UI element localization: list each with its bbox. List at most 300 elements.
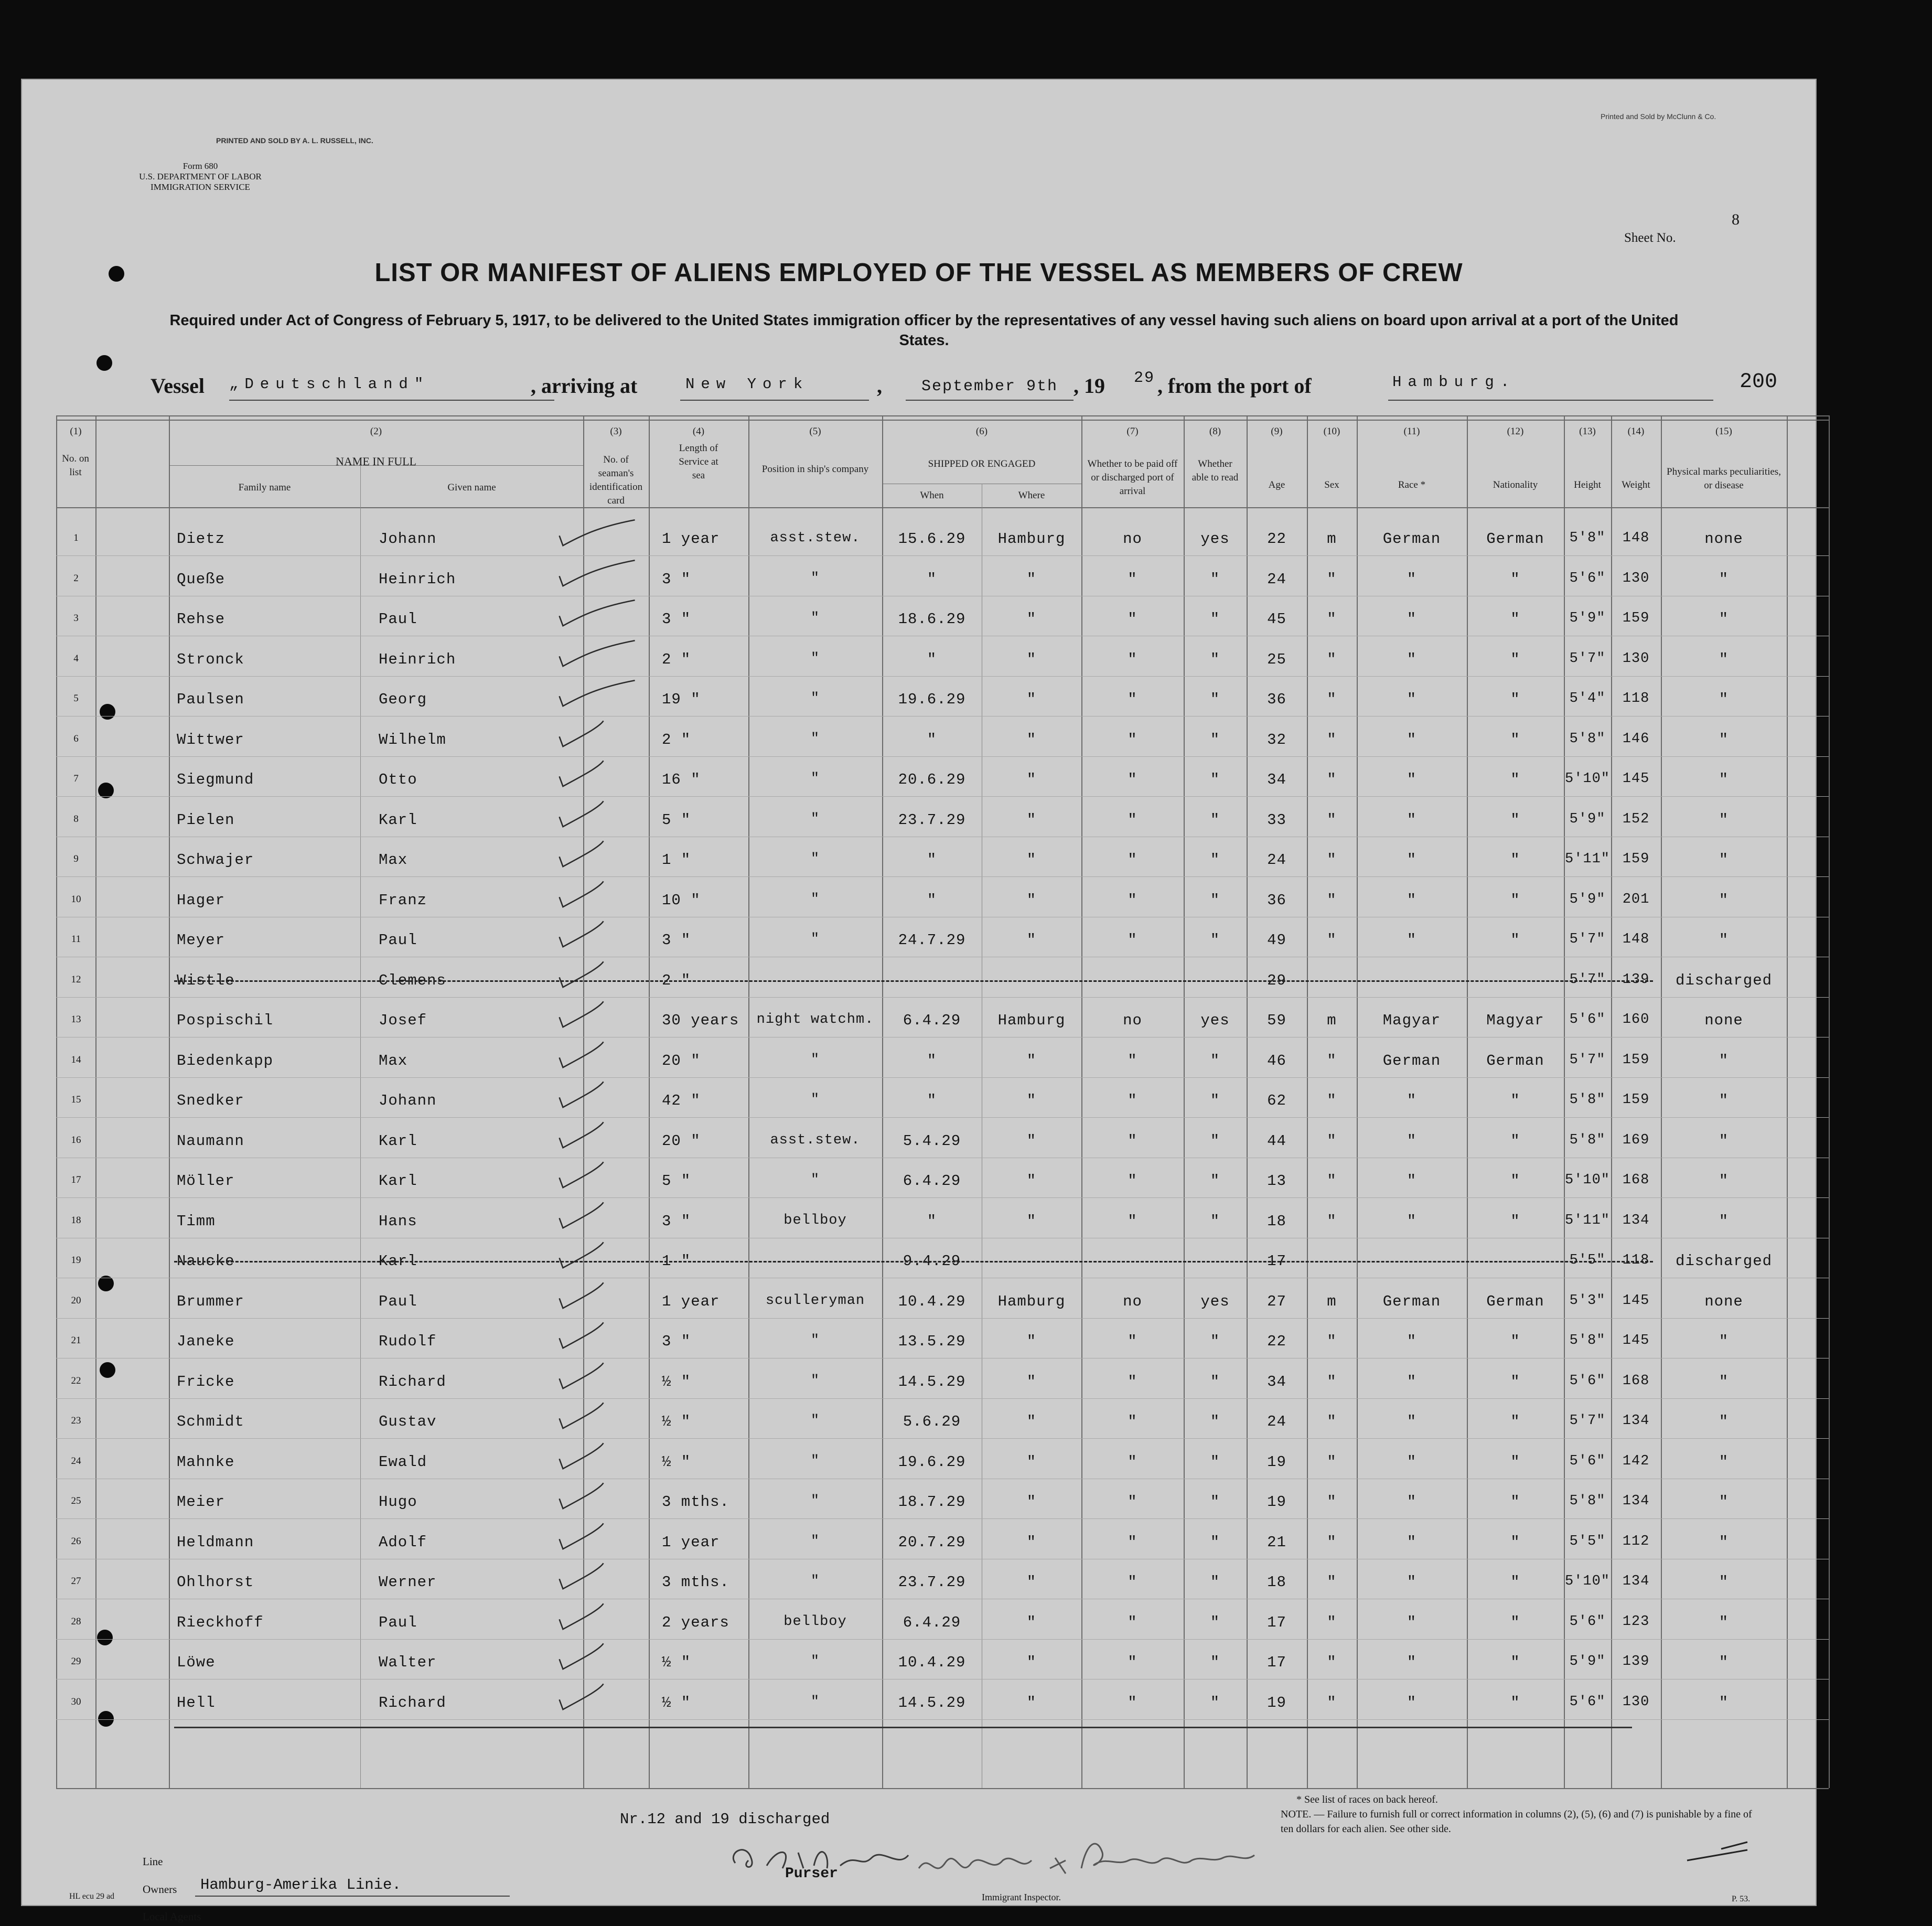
cell-when: 18.7.29 [898,1493,966,1511]
cell-position: " [810,1413,820,1429]
cell-family: Pospischil [177,1012,274,1029]
cell-height: 5'7" [1569,1052,1606,1068]
cell-paid: " [1128,932,1137,949]
cell-height: 5'6" [1569,1613,1606,1630]
cell-race: " [1407,891,1417,909]
cell-race: " [1407,691,1417,708]
cell-where: " [1026,1613,1037,1631]
check-mark [546,1481,651,1512]
cell-age: 46 [1267,1052,1286,1069]
row-number: 5 [73,693,79,704]
cell-paid: " [1128,1132,1137,1150]
cell-height: 5'8" [1569,731,1606,747]
cell-when: " [927,1092,937,1109]
cell-position: " [810,1493,820,1509]
cell-age: 18 [1267,1212,1286,1230]
cell-height: 5'6" [1569,570,1606,586]
cell-where: " [1026,570,1037,588]
col-header-name: NAME IN FULL [336,455,416,468]
cell-sex: " [1327,1132,1337,1150]
cell-position: bellboy [783,1613,847,1630]
cell-read: " [1210,1132,1220,1150]
cell-where: " [1026,1413,1037,1430]
cell-race: " [1407,811,1417,829]
cell-given: Karl [379,1132,417,1150]
cell-where: " [1026,691,1037,708]
port-of-departure: Hamburg. [1392,373,1516,391]
check-mark [546,1400,651,1432]
cell-race: German [1382,530,1441,548]
printer-imprint-right: Printed and Sold by McClunn & Co. [1601,112,1716,121]
cell-where: " [1026,731,1037,748]
cell-nat: " [1510,1574,1520,1591]
cell-given: Hugo [379,1493,417,1511]
cell-where: " [1026,891,1037,909]
cell-given: Karl [379,811,417,829]
cell-given: Walter [379,1654,437,1671]
cell-nat: " [1510,1453,1520,1471]
cell-family: Schwajer [177,851,254,869]
cell-given: Ewald [379,1453,427,1471]
cell-service: 2 years [662,1613,729,1631]
row-rule [56,1197,1829,1198]
cell-height: 5'7" [1569,932,1606,947]
cell-paid: " [1128,1613,1137,1631]
row-number: 19 [71,1255,81,1266]
cell-marks: " [1719,691,1729,708]
cell-given: Georg [379,691,427,708]
cell-sex: " [1327,1052,1337,1069]
check-mark [546,1441,651,1472]
cell-given: Otto [379,771,417,788]
cell-marks: " [1719,611,1729,628]
cell-weight: 146 [1622,731,1650,747]
cell-family: Meyer [177,932,226,949]
cell-where: " [1026,1373,1037,1390]
cell-paid: " [1128,650,1137,668]
col-header-age: Age [1268,479,1285,490]
cell-given: Richard [379,1373,446,1390]
col-header-position: Position in ship's company [761,464,869,475]
row-rule [56,796,1829,797]
cell-position: " [810,1654,820,1670]
cell-nat: " [1510,731,1520,748]
penalty-note: NOTE. — Failure to furnish full or correct information in columns (2), (5), (6) and (7) is punishable by a fine of ten dollars for each alien. See other side. [1281,1809,1752,1835]
strike-through-line [174,1261,1653,1262]
cell-race: " [1407,851,1417,869]
cell-when: " [927,650,937,668]
cell-service: ½ " [662,1694,691,1711]
cell-where: " [1026,851,1037,869]
cell-age: 34 [1267,771,1286,788]
punch-hole [100,704,115,720]
cell-where: " [1026,650,1037,668]
cell-sex: " [1327,1373,1337,1390]
cell-sex: " [1327,932,1337,949]
cell-paid: no [1123,1012,1142,1029]
cell-race: " [1407,771,1417,788]
cell-weight: 118 [1622,1253,1650,1268]
cell-position: bellboy [783,1212,847,1228]
page-code: P. 53. [1732,1895,1751,1903]
cell-weight: 169 [1622,1132,1650,1148]
cell-nat: " [1510,1493,1520,1511]
row-number: 21 [71,1335,81,1346]
cell-when: 20.6.29 [898,771,966,788]
cell-marks: " [1719,1453,1729,1471]
cell-weight: 134 [1622,1212,1650,1228]
col-header-given-name: Given name [447,482,496,493]
cell-given: Heinrich [379,650,456,668]
owners-value: Hamburg-Amerika Linie. [200,1876,401,1893]
cell-weight: 168 [1622,1172,1650,1188]
cell-read: " [1210,1212,1220,1230]
cell-service: 3 " [662,1212,691,1230]
check-mark [546,719,651,750]
cell-race: " [1407,570,1417,588]
discharged-note: Nr.12 and 19 discharged [620,1811,830,1828]
cell-weight: 134 [1622,1493,1650,1509]
arrival-date: September 9th [921,378,1058,395]
cell-given: Clemens [379,971,446,989]
row-rule [56,1719,1829,1720]
cell-age: 36 [1267,691,1286,708]
cell-sex: m [1327,1012,1337,1029]
cell-paid: " [1128,1493,1137,1511]
cell-height: 5'6" [1569,1694,1606,1710]
cell-when: 20.7.29 [898,1533,966,1551]
cell-read: " [1210,1493,1220,1511]
cell-given: Johann [379,1092,437,1109]
cell-age: 19 [1267,1453,1286,1471]
comma: , [877,374,882,398]
cell-when: 14.5.29 [898,1694,966,1711]
col-header-height: Height [1574,479,1601,490]
cell-weight: 130 [1622,650,1650,667]
cell-family: Naumann [177,1132,244,1150]
cell-service: 2 " [662,731,691,748]
cell-paid: " [1128,851,1137,869]
check-mark [546,1120,651,1151]
row-number: 20 [71,1294,81,1306]
punch-hole [100,1362,115,1378]
cell-service: 20 " [662,1052,701,1069]
cell-age: 19 [1267,1493,1286,1511]
row-number: 3 [73,613,79,624]
cell-weight: 139 [1622,971,1650,988]
vessel-line [151,369,1829,405]
cell-position: " [810,771,820,787]
cell-nat: " [1510,932,1520,949]
check-mark [546,638,651,670]
crew-count: 200 [1740,370,1778,394]
row-number: 23 [71,1415,81,1426]
cell-age: 19 [1267,1694,1286,1711]
check-mark [546,678,651,710]
cell-nat: " [1510,691,1520,708]
cell-service: 1 year [662,530,720,548]
cell-when: " [927,891,937,909]
cell-read: yes [1200,530,1230,548]
cell-weight: 160 [1622,1012,1650,1028]
cell-paid: no [1123,530,1142,548]
row-rule [56,1117,1829,1118]
check-mark [546,1641,651,1673]
cell-family: Dietz [177,530,226,548]
cell-read: " [1210,691,1220,708]
row-rule [56,1398,1829,1399]
cell-family: Rieckhoff [177,1613,264,1631]
col-header-physical-marks: Physical marks peculiarities, or disease [1667,466,1781,491]
cell-sex: " [1327,1654,1337,1671]
cell-position: sculleryman [765,1292,865,1309]
cell-service: ½ " [662,1413,691,1430]
page-title: LIST OR MANIFEST OF ALIENS EMPLOYED OF THE VESSEL AS MEMBERS OF CREW [374,259,1463,287]
row-number: 22 [71,1375,81,1386]
check-mark [546,999,651,1031]
cell-marks: " [1719,1613,1729,1631]
cell-marks: " [1719,1493,1729,1511]
cell-height: 5'5" [1569,1533,1606,1549]
row-number: 27 [71,1576,81,1587]
cell-height: 5'10" [1564,1172,1610,1188]
sheet-number: 8 [1732,211,1740,228]
cell-when: 6.4.29 [903,1172,961,1190]
cell-nat: " [1510,891,1520,909]
cell-nat: " [1510,1694,1520,1711]
cell-family: Queße [177,570,226,588]
cell-weight: 118 [1622,691,1650,707]
page-subtitle: Required under Act of Congress of February 5, 1917, to be delivered to the United States immigration officer by the representatives of any vessel having such aliens on board upon arrival at a port of the United States. [169,312,1679,349]
row-number: 14 [71,1054,81,1065]
cell-family: Schmidt [177,1413,244,1430]
cell-sex: " [1327,1493,1337,1511]
cell-race: " [1407,1453,1417,1471]
cell-paid: " [1128,1574,1137,1591]
cell-where: Hamburg [997,530,1066,548]
cell-nat: " [1510,811,1520,829]
strike-through-line [174,980,1653,982]
cell-family: Löwe [177,1654,216,1671]
cell-age: 18 [1267,1574,1286,1591]
cell-race: " [1407,1493,1417,1511]
row-number: 28 [71,1615,81,1627]
cell-family: Brummer [177,1292,244,1310]
cell-position: " [810,1172,820,1188]
cell-where: " [1026,811,1037,829]
cell-service: 42 " [662,1092,701,1109]
cell-when: 23.7.29 [898,811,966,829]
cell-where: " [1026,1132,1037,1150]
cell-marks: discharged [1675,971,1773,989]
cell-age: 22 [1267,530,1286,548]
cell-position: " [810,851,820,867]
cell-sex: " [1327,1413,1337,1430]
cell-family: Wittwer [177,731,244,748]
cell-race: " [1407,611,1417,628]
cell-read: yes [1200,1012,1230,1029]
cell-marks: " [1719,1092,1729,1109]
cell-when: 19.6.29 [898,1453,966,1471]
row-number: 11 [71,934,81,945]
cell-race: " [1407,1092,1417,1109]
col-header-where: Where [1018,490,1045,501]
cell-sex: m [1327,1292,1337,1310]
from-label: , from the port of [1157,374,1312,398]
cell-sex: " [1327,650,1337,668]
cell-read: " [1210,1172,1220,1190]
col-header-when: When [920,490,944,501]
cell-where: " [1026,771,1037,788]
cell-paid: " [1128,1694,1137,1711]
cell-nat: " [1510,611,1520,628]
check-mark [546,1561,651,1592]
cell-sex: " [1327,811,1337,829]
cell-race: " [1407,1212,1417,1230]
cell-position: " [810,731,820,747]
cell-where: " [1026,1333,1037,1350]
cell-given: Paul [379,1292,417,1310]
row-rule [56,876,1829,877]
cell-read: " [1210,1092,1220,1109]
form-number: Form 680 [183,161,218,171]
cell-nat: " [1510,570,1520,588]
cell-given: Paul [379,932,417,949]
cell-read: " [1210,1654,1220,1671]
check-mark [546,758,651,790]
cell-race: " [1407,650,1417,668]
cell-nat: German [1486,1292,1544,1310]
arriving-label: , arriving at [531,374,638,398]
inspector-signature [908,1832,1286,1889]
cell-age: 17 [1267,1613,1286,1631]
check-mark [546,1079,651,1111]
cell-when: 23.7.29 [898,1574,966,1591]
cell-weight: 159 [1622,851,1650,867]
cell-given: Josef [379,1012,427,1029]
cell-marks: " [1719,891,1729,909]
cell-read: " [1210,1333,1220,1350]
cell-position: " [810,1533,820,1549]
row-rule [56,1077,1829,1078]
cell-sex: " [1327,570,1337,588]
cell-marks: " [1719,1373,1729,1390]
cell-race: " [1407,1373,1417,1390]
cell-service: 3 " [662,932,691,949]
cell-read: " [1210,570,1220,588]
cell-paid: " [1128,1453,1137,1471]
cell-age: 59 [1267,1012,1286,1029]
cell-height: 5'11" [1564,851,1610,867]
cell-weight: 145 [1622,1333,1650,1349]
cell-weight: 130 [1622,1694,1650,1710]
form-identification [95,161,305,192]
col-header-weight: Weight [1622,479,1650,490]
cell-height: 5'9" [1569,811,1606,827]
cell-paid: " [1128,691,1137,708]
cell-nat: " [1510,1654,1520,1671]
cell-read: " [1210,1533,1220,1551]
cell-family: Stronck [177,650,244,668]
row-number: 17 [71,1174,81,1185]
local-agents-label: Local Agents [143,1910,201,1923]
cell-where: Hamburg [997,1012,1066,1029]
cell-weight: 123 [1622,1613,1650,1630]
cell-paid: " [1128,570,1137,588]
cell-race: " [1407,932,1417,949]
check-mark [546,799,651,830]
printer-imprint: PRINTED AND SOLD BY A. L. RUSSELL, INC. [216,136,373,145]
row-rule [56,756,1829,757]
cell-paid: " [1128,1654,1137,1671]
cell-paid: " [1128,811,1137,829]
cell-when: 6.4.29 [903,1613,961,1631]
check-mark [1684,1839,1753,1866]
row-number: 4 [73,652,79,664]
cell-sex: " [1327,691,1337,708]
cell-marks: " [1719,1212,1729,1230]
col-header-able-to-read: Whether able to read [1192,458,1239,483]
race-footnote: * See list of races on back hereof. [1296,1794,1438,1805]
cell-marks: " [1719,1533,1729,1551]
cell-height: 5'8" [1569,530,1606,546]
cell-paid: " [1128,1212,1137,1230]
cell-when: " [927,851,937,869]
row-number: 18 [71,1214,81,1226]
vessel-label: Vessel [151,374,205,398]
check-mark [546,1280,651,1312]
cell-sex: " [1327,611,1337,628]
cell-family: Naucke [177,1253,235,1270]
sheet-label: Sheet No. [1624,231,1676,245]
check-mark [546,1200,651,1232]
cell-service: 5 " [662,811,691,829]
cell-service: 2 " [662,971,691,989]
cell-height: 5'5" [1569,1253,1606,1268]
check-mark [546,1040,651,1071]
cell-age: 33 [1267,811,1286,829]
col-header-race: Race * [1398,479,1426,490]
purser-label: Purser [785,1866,838,1882]
cell-marks: " [1719,811,1729,829]
end-of-list-rule [174,1727,1632,1728]
cell-paid: " [1128,731,1137,748]
cell-given: Max [379,851,408,869]
cell-paid: " [1128,891,1137,909]
cell-service: ½ " [662,1373,691,1390]
cell-height: 5'10" [1564,1574,1610,1589]
cell-weight: 145 [1622,771,1650,787]
cell-marks: " [1719,1333,1729,1350]
row-rule [56,1518,1829,1519]
footnote [1281,1792,1753,1836]
cell-height: 5'7" [1569,971,1606,988]
line-label: Line [143,1855,163,1868]
cell-paid: " [1128,611,1137,628]
row-number: 13 [71,1014,81,1025]
cell-nat: " [1510,1373,1520,1390]
cell-read: " [1210,650,1220,668]
cell-marks: discharged [1675,1253,1773,1270]
cell-nat: " [1510,851,1520,869]
cell-position: " [810,1092,820,1108]
cell-read: " [1210,1613,1220,1631]
cell-service: 3 mths. [662,1493,729,1511]
cell-read: " [1210,851,1220,869]
inspector-label: Immigrant Inspector. [982,1892,1061,1902]
cell-read: " [1210,891,1220,909]
cell-when: 19.6.29 [898,691,966,708]
